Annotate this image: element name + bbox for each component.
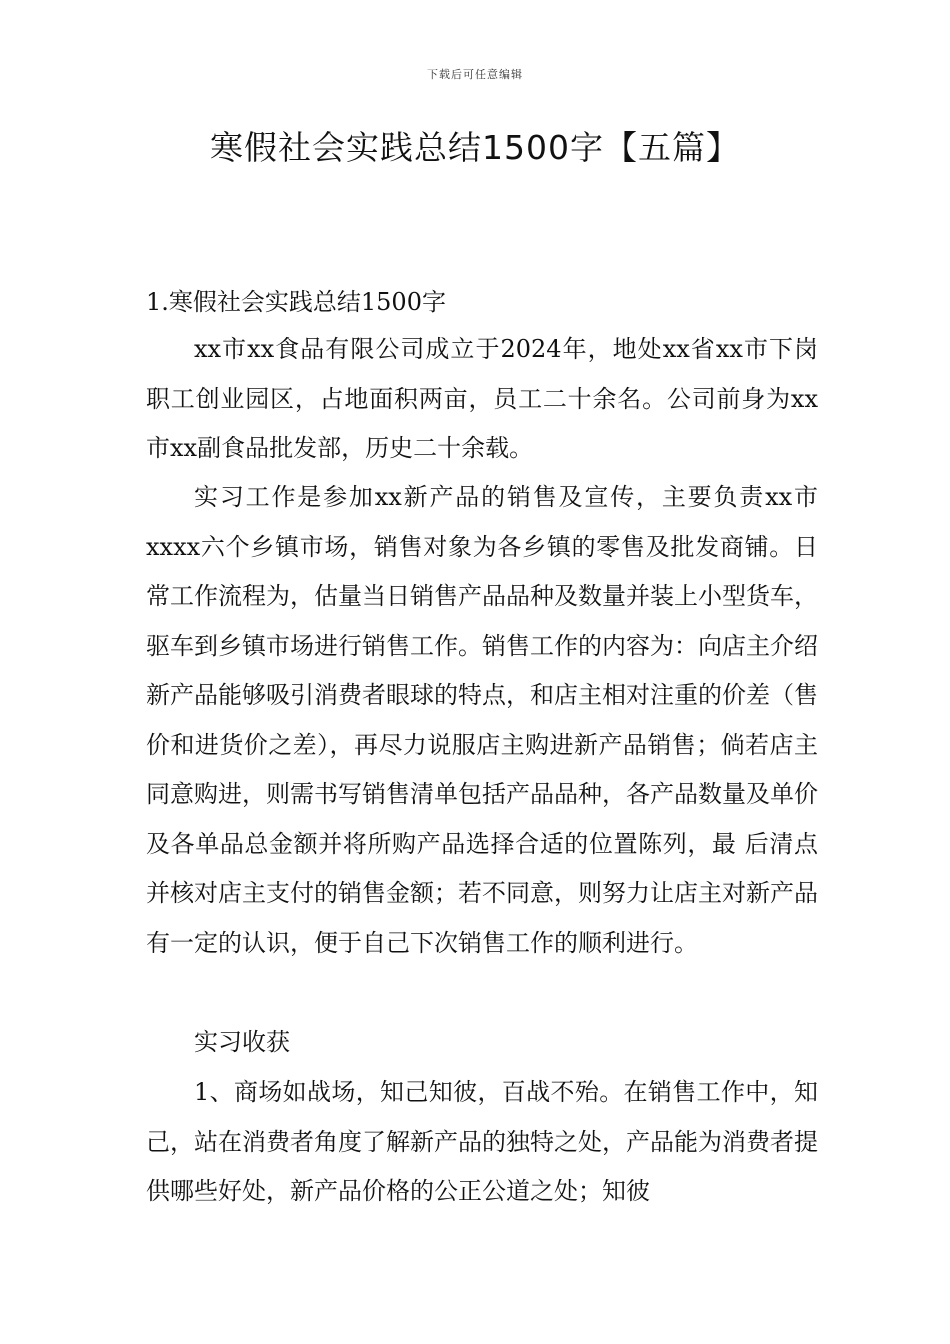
paragraph-company-intro: xx市xx食品有限公司成立于2024年，地处xx省xx市下岗职工创业园区，占地面积两亩，员工二十余名。公司前身为xx市xx副食品批发部，历史二十余载。 xyxy=(146,335,818,462)
document-title: 寒假社会实践总结1500字【五篇】 xyxy=(210,128,740,167)
paragraph-gain-1: 1、商场如战场，知己知彼，百战不殆。在销售工作中，知己，站在消费者角度了解新产品的独特之处，产品能为消费者提供哪些好处，新产品价格的公正公道之处；知彼 xyxy=(146,1078,818,1205)
download-note: 下载后可任意编辑 xyxy=(427,68,523,81)
subheading-internship-gains: 实习收获 xyxy=(194,1028,290,1056)
section-heading: 1.寒假社会实践总结1500字 xyxy=(146,288,446,316)
paragraph-internship-work: 实习工作是参加xx新产品的销售及宣传，主要负责xx市xxxx六个乡镇市场，销售对象为各乡镇的零售及批发商铺。日常工作流程为，估量当日销售产品品种及数量并装上小型货车，驱车到乡镇市场进行销售工作。销售工作的内容为：向店主介绍新产品能够吸引消费者眼球的特点，和店主相对注重的价差（售价和进货价之差），再尽力说服店主购进新产品销售；倘若店主同意购进，则需书写销售清单包括产品品种，各产品数量及单价及各单品总金额并将所购产品选择合适的位置陈列，最 后清点并核对店主支付的销售金额；若不同意，则努力让店主对新产品有一定的认识，便于自己下次销售工作的顺利进行。 xyxy=(146,483,818,957)
